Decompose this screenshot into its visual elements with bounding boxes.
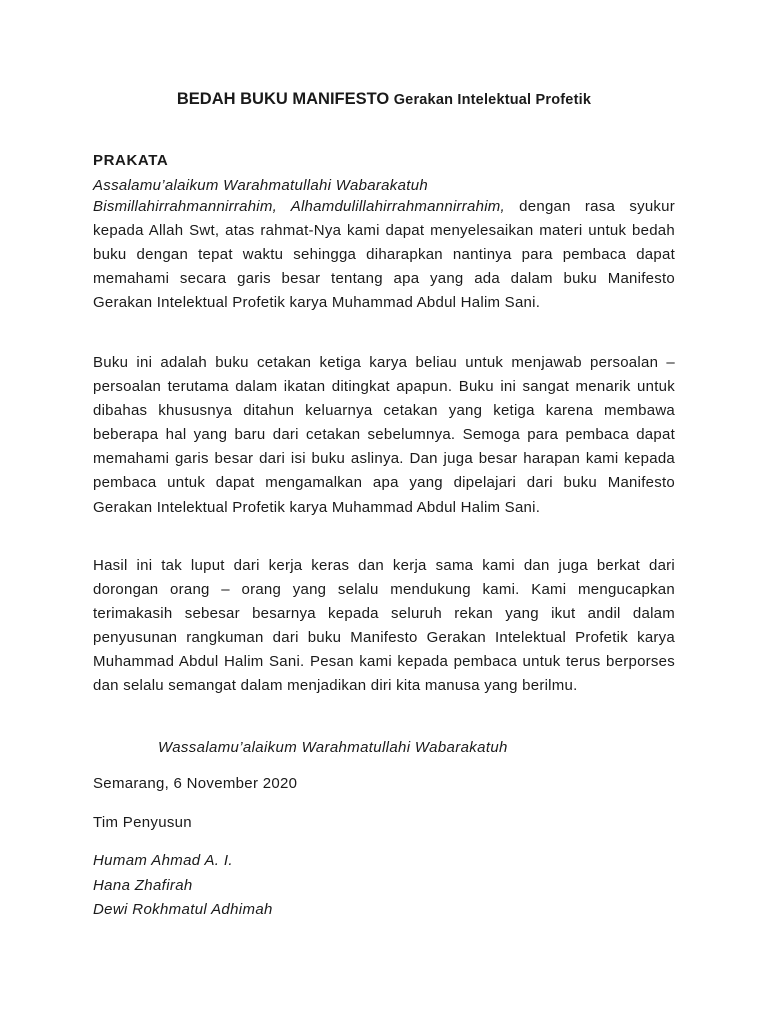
- title-subtitle: Gerakan Intelektual Profetik: [393, 92, 592, 108]
- closing-greeting: Wassalamu’alaikum Warahmatullahi Wabarakatuh: [158, 739, 508, 756]
- author-name: Humam Ahmad A. I.: [93, 852, 233, 869]
- team-label: Tim Penyusun: [93, 814, 192, 831]
- author-list: [93, 849, 273, 923]
- paragraph-3: Hasil ini tak luput dari kerja keras dan kerja sama kami dan juga berkat dari dorongan orang – orang yang selalu mendukung kami. Kami mengucapkan terimakasih sebesar besarnya kepada seluruh rekan yang ikut andil dalam penyusunan rangkuman dari buku Manifesto Gerakan Intelektual Profetik karya Muhammad Abdul Halim Sani. Pesan kami kepada pembaca untuk terus berporses dan selalu semangat dalam menjadikan diri kita manusa yang berilmu.: [93, 557, 675, 695]
- section-heading: PRAKATA: [93, 152, 169, 169]
- paragraph-1-text: dengan rasa syukur kepada Allah Swt, atas rahmat-Nya kami dapat menyelesaikan materi untuk bedah buku dengan tepat waktu sehingga diharapkan nantinya para pembaca dapat memahami secara garis besar tentang apa yang ada dalam buku Manifesto Gerakan Intelektual Profetik karya Muhammad Abdul Halim Sani.: [93, 198, 676, 312]
- place-date: Semarang, 6 November 2020: [93, 775, 298, 792]
- author-name: Hana Zhafirah: [93, 876, 193, 894]
- opening-greeting: Assalamu’alaikum Warahmatullahi Wabarakatuh: [93, 177, 428, 194]
- author-name: Dewi Rokhmatul Adhimah: [93, 901, 273, 918]
- paragraph-2: Buku ini adalah buku cetakan ketiga karya beliau untuk menjawab persoalan – persoalan terutama dalam ikatan ditingkat apapun. Buku ini sangat menarik untuk dibahas khususnya ditahun keluarnya cetakan yang ketiga karena membawa beberapa hal yang baru dari cetakan sebelumnya. Semoga para pembaca dapat memahami garis besar dari isi buku aslinya. Dan juga besar harapan kami kepada pembaca untuk dapat mengamalkan apa yang dipelajari dari buku Manifesto Gerakan Intelektual Profetik karya Muhammad Abdul Halim Sani.: [93, 354, 675, 516]
- title-main: BEDAH BUKU MANIFESTO: [176, 90, 390, 108]
- document-title: [93, 88, 675, 111]
- paragraph-1-italic: Bismillahirrahmannirrahim, Alhamdulillahirrahmannirrahim,: [93, 198, 505, 215]
- paragraph-1: [93, 195, 675, 315]
